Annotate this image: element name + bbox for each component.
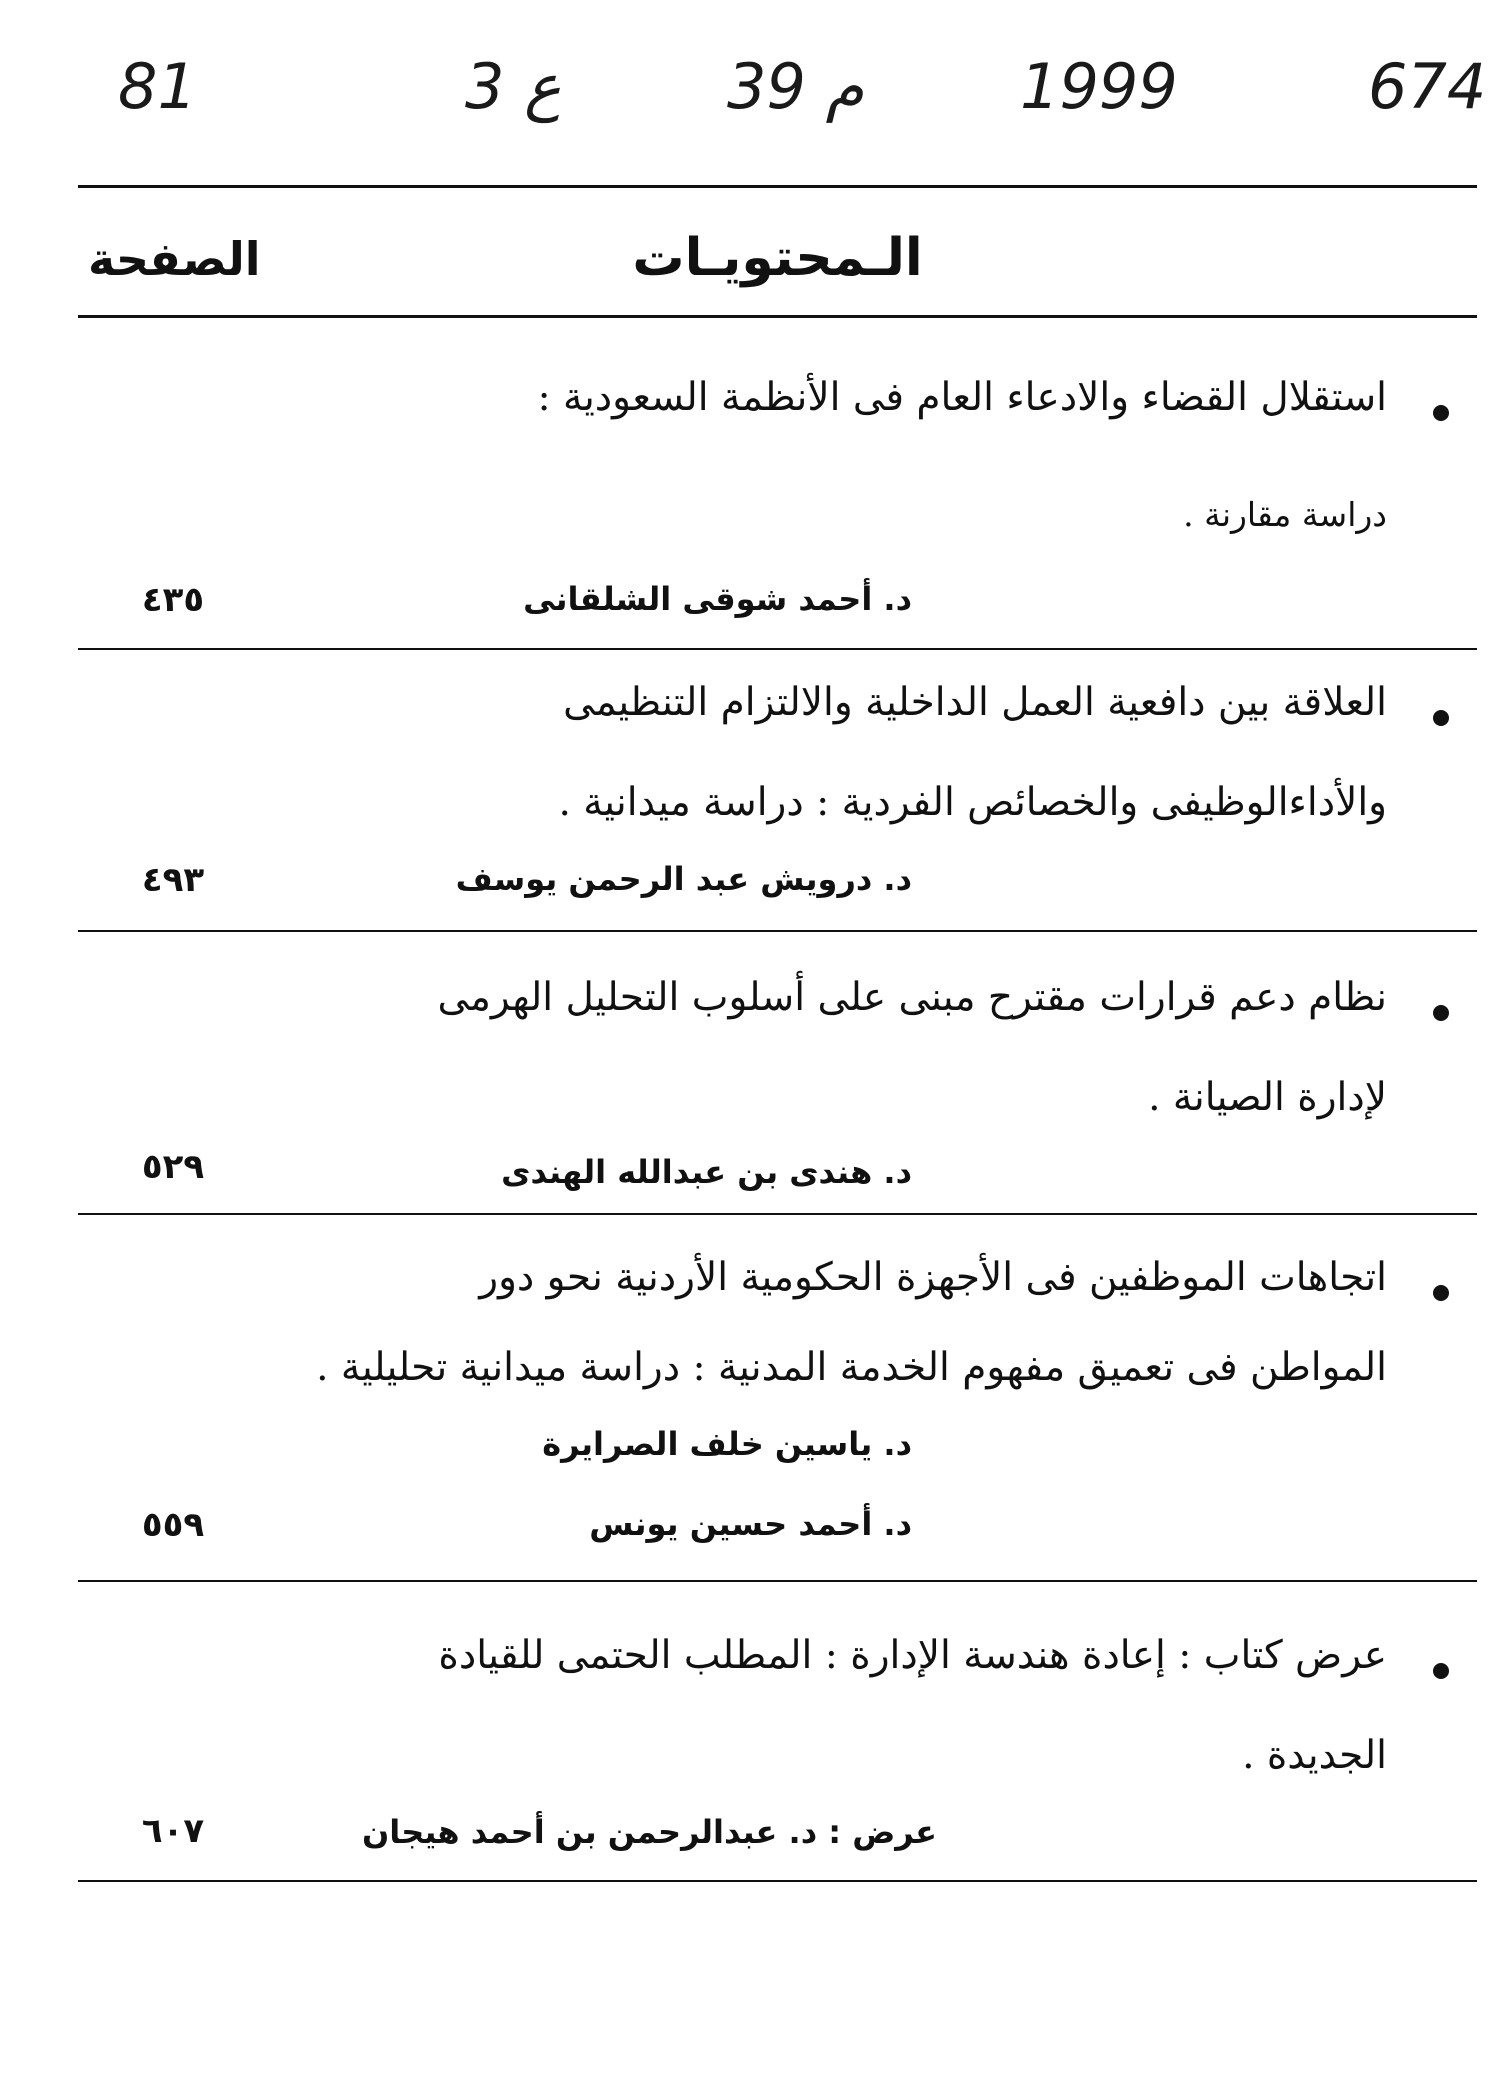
entry-title-line: المواطن فى تعميق مفهوم الخدمة المدنية : دراسة ميدانية تحليلية . (316, 1345, 1387, 1390)
handwritten-number-2: 3 ع (465, 50, 562, 123)
entry-title-line: اتجاهات الموظفين فى الأجهزة الحكومية الأردنية نحو دور (479, 1255, 1387, 1300)
entry-page-number: ٤٩٣ (141, 860, 205, 900)
entry-title-line: والأداءالوظيفى والخصائص الفردية : دراسة ميدانية . (558, 780, 1387, 825)
handwritten-year: 1999 (1020, 50, 1178, 123)
entry-page-number: ٤٣٥ (141, 580, 205, 620)
handwritten-number-5: 674 (1368, 50, 1487, 123)
entry-title-line: نظام دعم قرارات مقترح مبنى على أسلوب التحليل الهرمى (437, 975, 1387, 1020)
entry-author: د. درويش عبد الرحمن يوسف (455, 860, 912, 898)
entry-divider (78, 1213, 1477, 1215)
entry-author: د. هندى بن عبدالله الهندى (501, 1153, 912, 1191)
bottom-rule (78, 1880, 1477, 1882)
header-rule (78, 315, 1477, 318)
page-column-label: الصفحة (88, 232, 261, 286)
bullet-icon (1433, 1005, 1449, 1021)
entry-title-line: دراسة مقارنة . (1183, 495, 1387, 534)
entry-title-line: استقلال القضاء والادعاء العام فى الأنظمة السعودية : (537, 375, 1387, 420)
entry-title-line: عرض كتاب : إعادة هندسة الإدارة : المطلب الحتمى للقيادة (438, 1633, 1387, 1678)
entry-title-line: الجديدة . (1242, 1733, 1387, 1778)
bullet-icon (1433, 710, 1449, 726)
entry-divider (78, 648, 1477, 650)
entry-page-number: ٥٥٩ (141, 1505, 205, 1545)
entry-page-number: ٥٢٩ (141, 1147, 205, 1187)
entry-title-line: العلاقة بين دافعية العمل الداخلية والالتزام التنظيمى (563, 680, 1387, 725)
bullet-icon (1433, 1285, 1449, 1301)
bullet-icon (1433, 1663, 1449, 1679)
entry-author: د. أحمد شوقى الشلقانى (523, 580, 912, 618)
entry-divider (78, 930, 1477, 932)
entry-page-number: ٦٠٧ (141, 1811, 205, 1851)
contents-header (78, 228, 1477, 298)
contents-title: الـمحتويـات (632, 228, 923, 288)
handwritten-number-1: 81 (118, 50, 197, 123)
handwritten-number-3: 39 م (727, 50, 864, 123)
entry-divider (78, 1580, 1477, 1582)
entry-author: د. أحمد حسين يونس (589, 1505, 912, 1543)
entry-title-line: لإدارة الصيانة . (1148, 1075, 1387, 1120)
entry-author: د. ياسين خلف الصرايرة (542, 1425, 912, 1463)
entry-author: عرض : د. عبدالرحمن بن أحمد هيجان (361, 1813, 937, 1851)
bullet-icon (1433, 405, 1449, 421)
top-rule (78, 185, 1477, 188)
